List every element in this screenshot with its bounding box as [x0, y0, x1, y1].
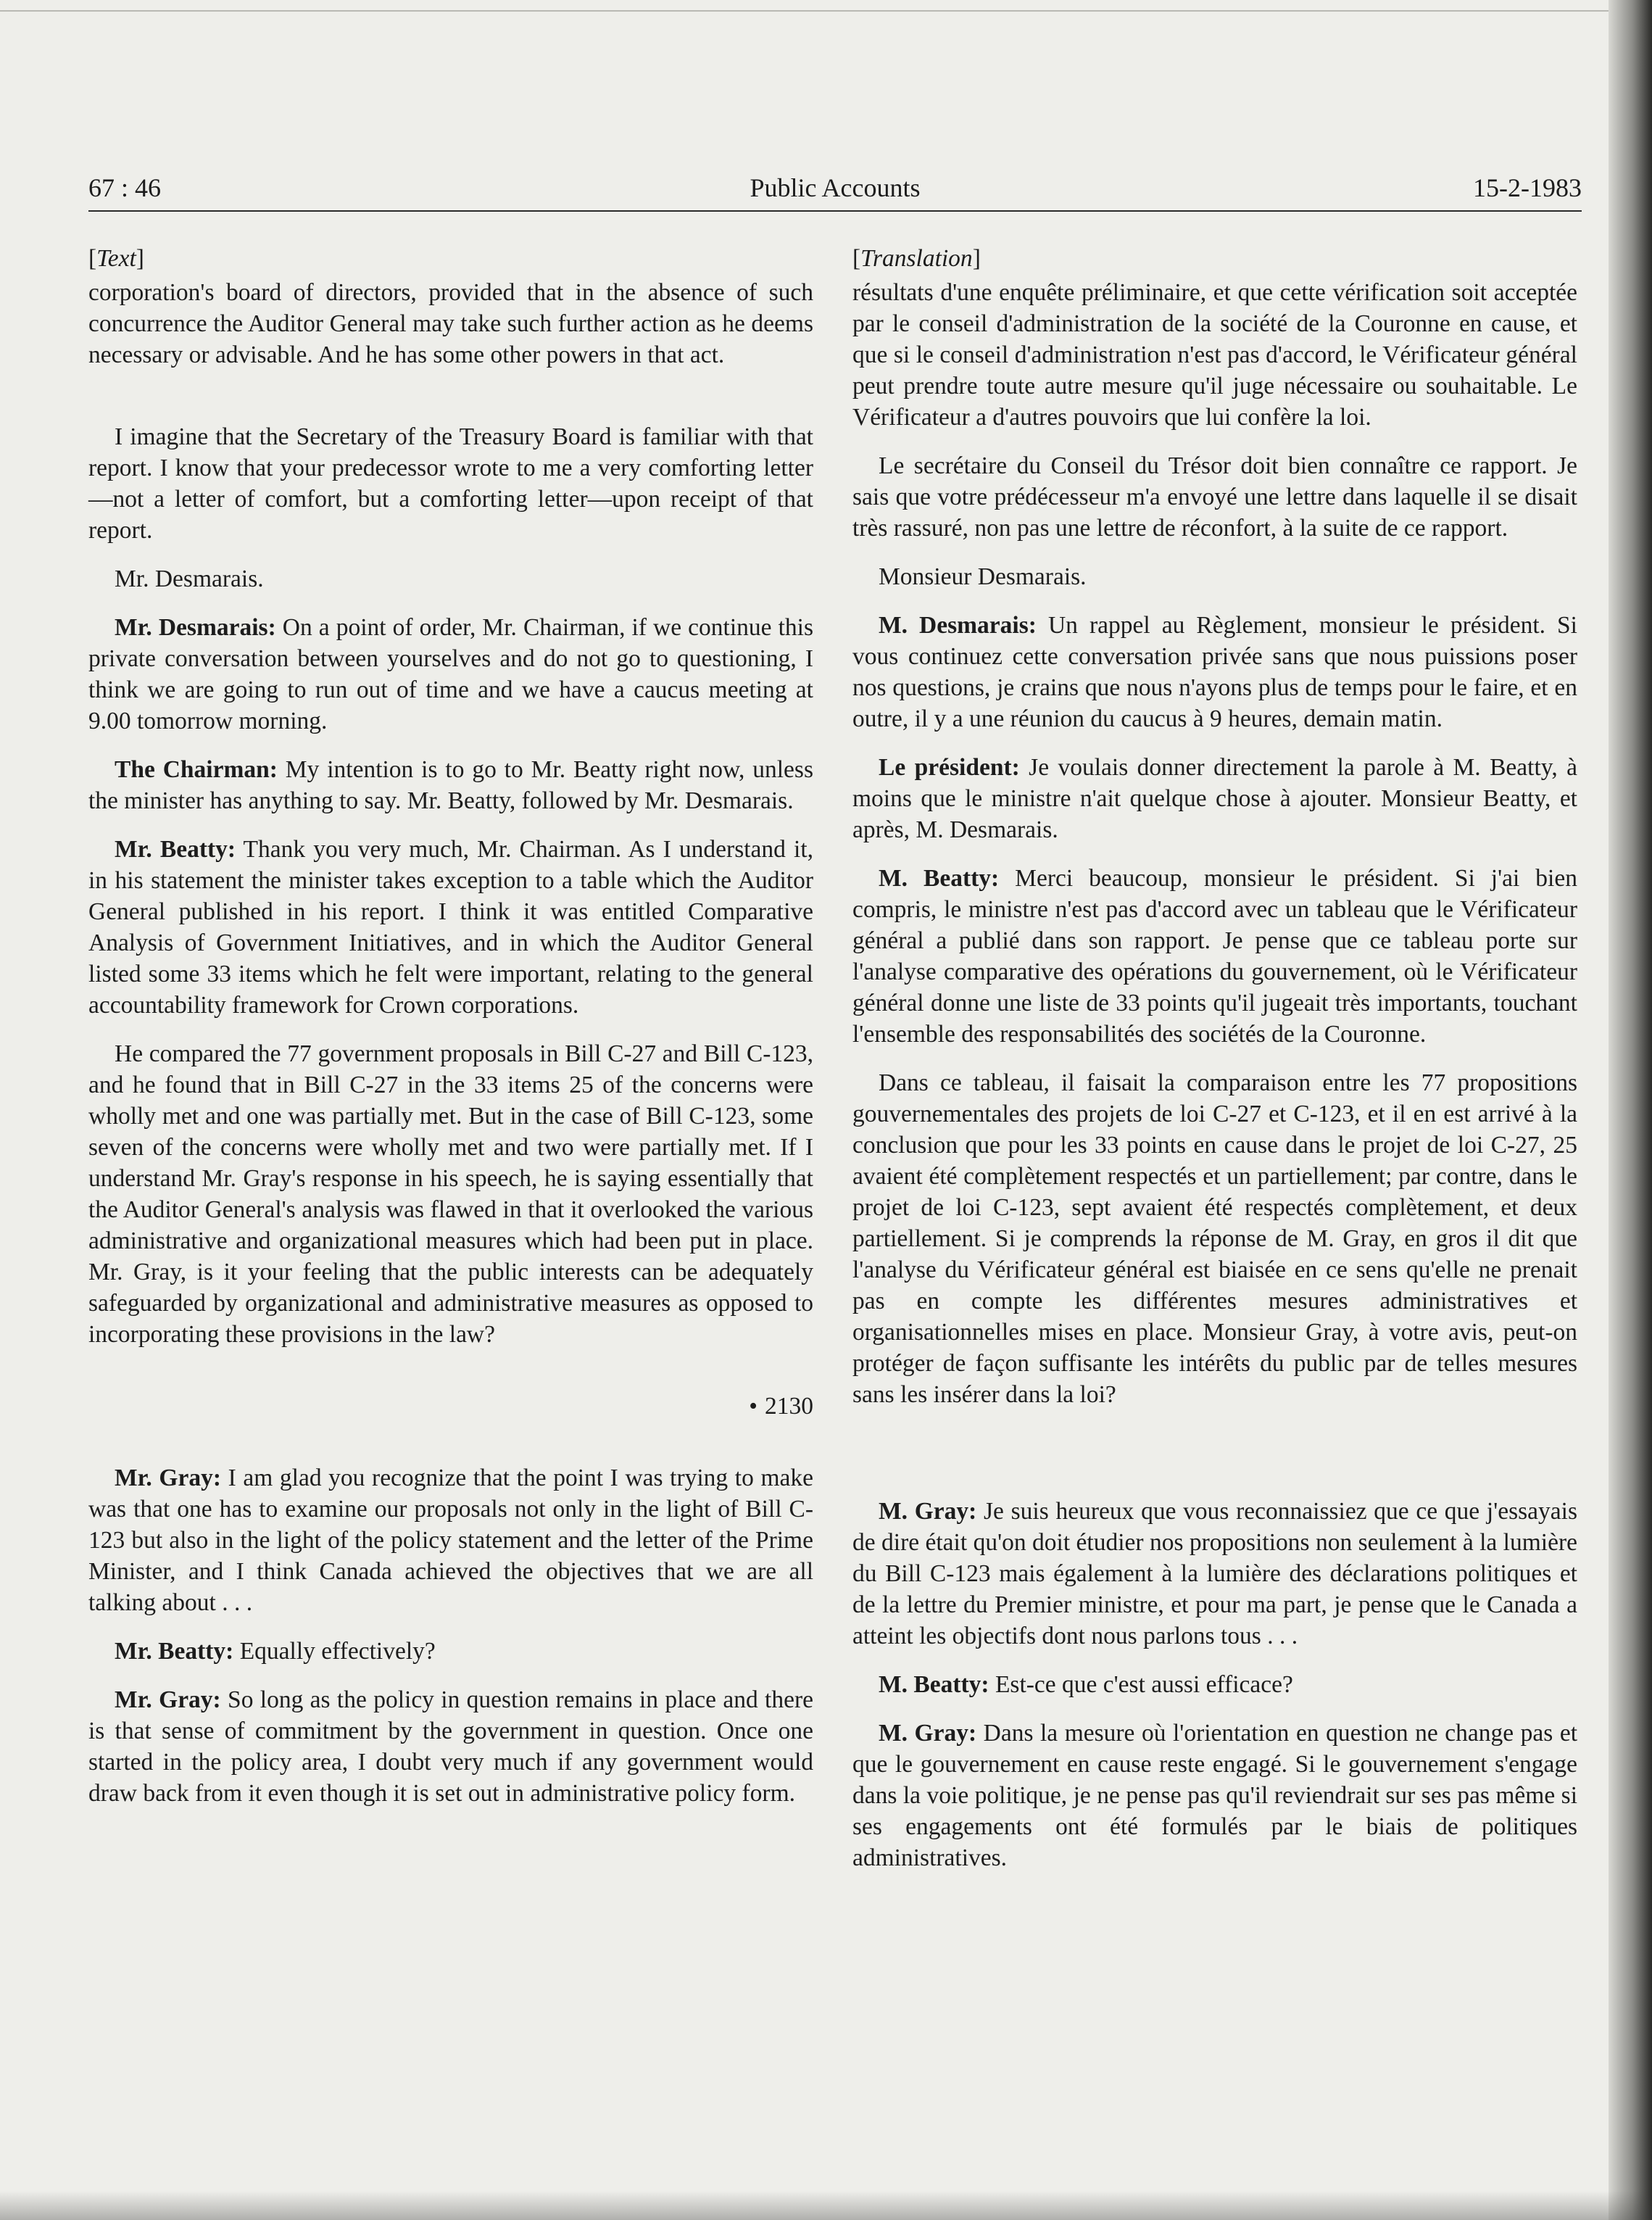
speech-paragraph: M. Beatty: Merci beaucoup, monsieur le président. Si j'ai bien compris, le ministre n'est pas d'accord avec un tableau que le Vérificateur général a publié dans son rapport. Je pense que ce tableau porte sur l'analyse comparative des opérations du gouvernement, où le Vérificateur général donne une liste de 33 points qu'il jugeait très importants, touchant l'ensemble des responsabilités des sociétés de la Couronne.	[852, 865, 1577, 1048]
header-rule	[88, 210, 1582, 212]
speech-paragraph: Mr. Gray: I am glad you recognize that the point I was trying to make was that one has to examine our proposals not only in the light of Bill C-123 but also in the light of the policy statement and the letter of the Prime Minister, and I think Canada achieved the objectives that we are all talking about . . .	[88, 1465, 813, 1616]
speech-paragraph: M. Gray: Dans la mesure où l'orientation en question ne change pas et que le gouvernement en cause reste engagé. Si le gouvernement s'engage dans la voie politique, je ne pense pas qu'il reviendrait sur ses pas même si ses engagements ont été formulés par le biais de politiques administratives.	[852, 1720, 1577, 1871]
paragraph: Mr. Desmarais.	[115, 566, 264, 592]
page-top-edge	[0, 10, 1652, 12]
english-column	[88, 243, 813, 1826]
column-tag: [Text]	[88, 245, 144, 272]
speaker-name: M. Desmarais:	[879, 612, 1037, 639]
publication-title: Public Accounts	[750, 173, 921, 202]
speech-paragraph: Le président: Je voulais donner directement la parole à M. Beatty, à moins que le ministre n'ait quelque chose à ajouter. Monsieur Beatty, et après, M. Desmarais.	[852, 754, 1577, 843]
speaker-name: Le président:	[879, 754, 1020, 781]
speech-paragraph: M. Gray: Je suis heureux que vous reconnaissiez que ce que j'essayais de dire était qu'on doit étudier nos propositions non seulement à la lumière du Bill C-123 mais également à la lumière des déclarations politiques et de la lettre du Premier ministre, et pour ma part, je pense que le Canada a atteint les objectifs dont nous parlons tous . . .	[852, 1498, 1578, 1649]
speech-paragraph: M. Desmarais: Un rappel au Règlement, monsieur le président. Si vous continuez cette conversation privée sans que nous puissions poser nos questions, je crains que nous n'ayons plus de temps pour le faire, et en outre, il y a une réunion du caucus à 9 heures, demain matin.	[852, 612, 1577, 732]
page-number: 67 : 46	[88, 173, 162, 202]
time-marker: • 2130	[749, 1393, 813, 1420]
speaker-name: M. Beatty:	[879, 865, 1000, 892]
paragraph: corporation's board of directors, provided that in the absence of such concurrence the Auditor General may take such further action as he deems necessary or advisable. And he has some other powers in that act.	[88, 279, 813, 368]
column-tag: [Translation]	[852, 245, 981, 272]
speaker-name: M. Gray:	[879, 1720, 977, 1747]
speaker-name: M. Beatty:	[879, 1671, 989, 1698]
speaker-name: Mr. Desmarais:	[115, 614, 276, 641]
speech-paragraph: The Chairman: My intention is to go to Mr. Beatty right now, unless the minister has anything to say. Mr. Beatty, followed by Mr. Desmarais.	[88, 756, 813, 814]
speech-paragraph: Mr. Desmarais: On a point of order, Mr. Chairman, if we continue this private conversation between yourselves and do not go to questioning, I think we are going to run out of time and we have a caucus meeting at 9.00 tomorrow morning.	[88, 614, 813, 734]
page-date: 15-2-1983	[1473, 173, 1582, 202]
page-bottom-shadow	[0, 2191, 1652, 2220]
speaker-name: Mr. Beatty:	[115, 1638, 234, 1665]
paragraph: résultats d'une enquête préliminaire, et que cette vérification soit acceptée par le conseil d'administration de la société de la Couronne en cause, et que si le conseil d'administration n'est pas d'accord, le Vérificateur général peut prendre toute autre mesure qu'il juge nécessaire ou souhaitable. Le Vérificateur a d'autres pouvoirs que lui confère la loi.	[852, 279, 1577, 431]
paragraph: He compared the 77 government proposals in Bill C-27 and Bill C-123, and he found that in Bill C-27 in the 33 items 25 of the concerns were wholly met and one was partially met. But in the case of Bill C-123, some seven of the concerns were wholly met and two were partially met. If I understand Mr. Gray's response in his speech, he is saying essentially that the Auditor General's analysis was flawed in that it overlooked the various administrative and organizational measures which had been put in place. Mr. Gray, is it your feeling that the public interests can be adequately safeguarded by organizational and administrative measures as opposed to incorporating these provisions in the law?	[88, 1040, 813, 1348]
paragraph: Le secrétaire du Conseil du Trésor doit bien connaître ce rapport. Je sais que votre prédécesseur m'a envoyé une lettre dans laquelle il se disait très rassuré, non pas une lettre de réconfort, à la suite de ce rapport.	[852, 452, 1577, 542]
paragraph: Dans ce tableau, il faisait la comparaison entre les 77 propositions gouvernementales des projets de loi C-27 et C-123, et il en est arrivé à la conclusion que pour les 33 points en cause dans le projet de loi C-27, 25 avaient été complètement respectés et un partiellement; par contre, dans le projet de loi C-123, sept avaient été respectés complètement, et deux partiellement. Si je comprends la réponse de M. Gray, en gros il dit que l'analyse du Vérificateur général est biaisée en ce sens qu'elle ne prenait pas en compte les différentes mesures administratives et organisationnelles mises en place. Monsieur Gray, à votre avis, peut-on protéger de façon suffisante les intérêts du public par de telles mesures sans les insérer dans la loi?	[852, 1069, 1577, 1408]
bullet-icon: •	[749, 1393, 757, 1420]
speaker-name: Mr. Beatty:	[115, 836, 236, 863]
page-header	[88, 173, 1582, 210]
speech-paragraph: Mr. Beatty: Thank you very much, Mr. Chairman. As I understand it, in his statement the minister takes exception to a table which the Auditor General published in his report. I think it was entitled Comparative Analysis of Government Initiatives, and in which the Auditor General listed some 33 items which he felt were important, relating to the general accountability framework for Crown corporations.	[88, 836, 813, 1019]
speech-paragraph: Mr. Beatty: Equally effectively?	[115, 1638, 436, 1665]
paragraph: I imagine that the Secretary of the Treasury Board is familiar with that report. I know that your predecessor wrote to me a very comforting letter—not a letter of comfort, but a comforting letter—upon receipt of that report.	[88, 423, 813, 544]
speaker-name: Mr. Gray:	[115, 1686, 221, 1713]
speaker-name: Mr. Gray:	[115, 1465, 221, 1491]
speech-paragraph: Mr. Gray: So long as the policy in question remains in place and there is that sense of commitment by the government in question. Once one started in the policy area, I doubt very much if any government would draw back from it even though it is set out in administrative policy form.	[88, 1686, 813, 1807]
speaker-name: The Chairman:	[115, 756, 278, 783]
speech-paragraph: M. Beatty: Est-ce que c'est aussi efficace?	[879, 1671, 1293, 1698]
page-binding-shadow	[1609, 0, 1652, 2220]
french-column	[852, 243, 1577, 1891]
paragraph: Monsieur Desmarais.	[879, 563, 1087, 590]
speaker-name: M. Gray:	[879, 1498, 977, 1525]
